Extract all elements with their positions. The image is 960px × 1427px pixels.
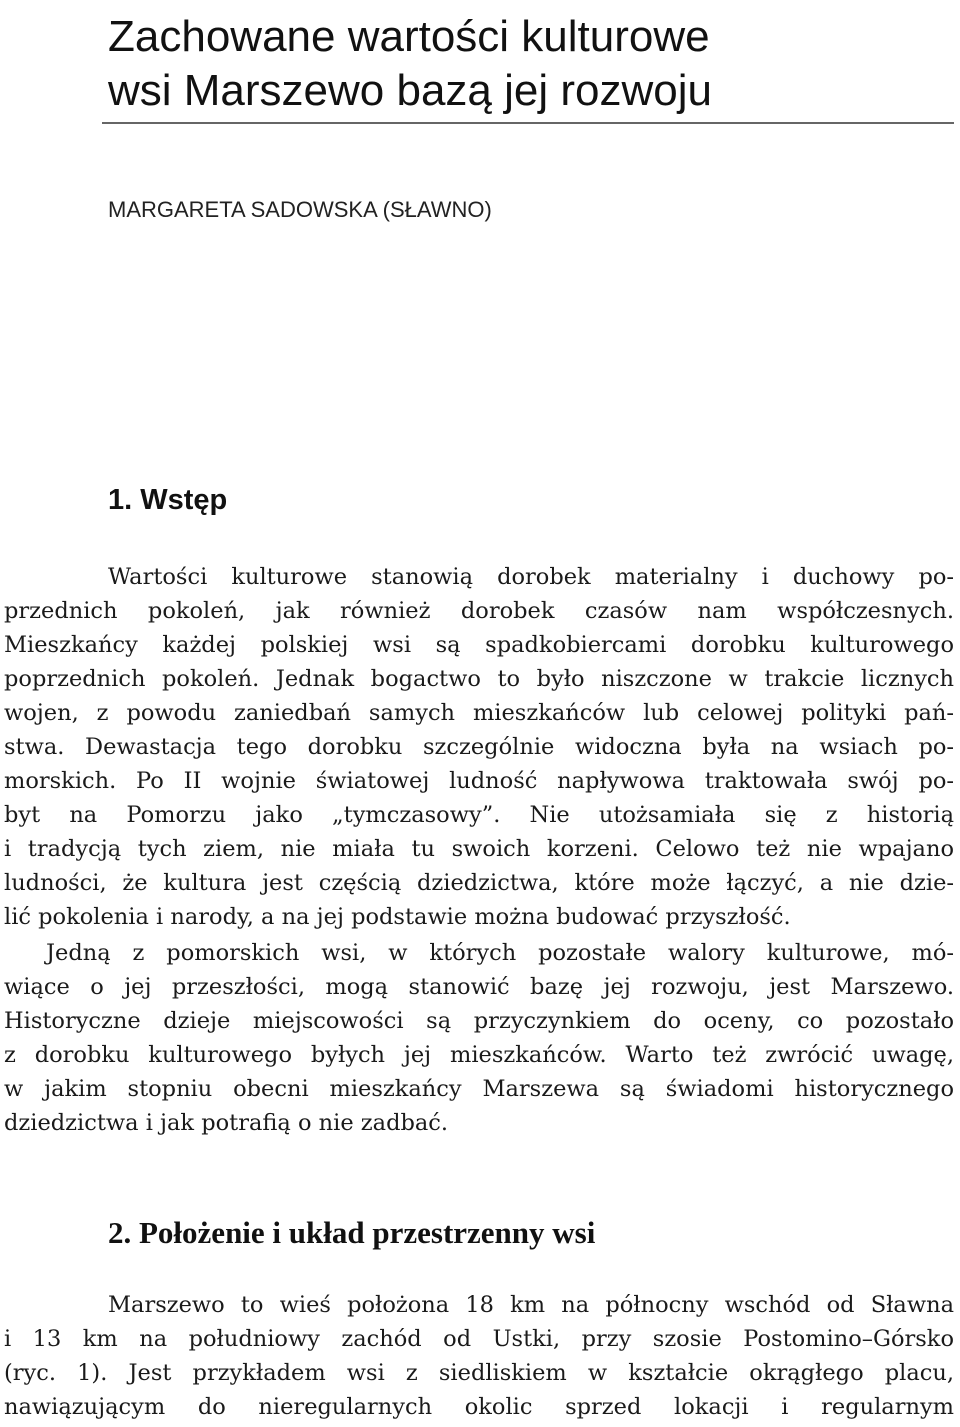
title-line-2: wsi Marszewo bazą jej rozwoju bbox=[108, 66, 712, 115]
body-line: i 13 km na południowy zachód od Ustki, przy szosie Postomino–Górsko bbox=[4, 1326, 954, 1352]
body-line: poprzednich pokoleń. Jednak bogactwo to było niszczone w trakcie licznych bbox=[4, 666, 954, 692]
body-line: lić pokolenia i narody, a na jej podstawie można budować przyszłość. bbox=[4, 904, 791, 930]
title-divider bbox=[102, 122, 954, 124]
author-byline: MARGARETA SADOWSKA (SŁAWNO) bbox=[108, 197, 492, 222]
body-line: przednich pokoleń, jak również dorobek czasów nam współczesnych. bbox=[4, 598, 954, 624]
body-line: z dorobku kulturowego byłych jej mieszkańców. Warto też zwrócić uwagę, bbox=[4, 1042, 954, 1068]
section-heading-2: 2. Położenie i układ przestrzenny wsi bbox=[108, 1215, 596, 1250]
body-line: Wartości kulturowe stanowią dorobek materialny i duchowy po- bbox=[108, 564, 954, 590]
body-line: byt na Pomorzu jako „tymczasowy”. Nie utożsamiała się z historią bbox=[4, 802, 954, 828]
body-line: dziedzictwa i jak potrafią o nie zadbać. bbox=[4, 1110, 449, 1136]
body-line: i tradycją tych ziem, nie miała tu swoich korzeni. Celowo też nie wpajano bbox=[4, 836, 954, 862]
body-line: morskich. Po II wojnie światowej ludność napływowa traktowała swój po- bbox=[4, 768, 954, 794]
paper-title bbox=[108, 10, 948, 118]
body-line: Marszewo to wieś położona 18 km na północny wschód od Sławna bbox=[108, 1292, 954, 1318]
section-heading-1: 1. Wstęp bbox=[108, 484, 228, 516]
body-line: Jedną z pomorskich wsi, w których pozostałe walory kulturowe, mó- bbox=[46, 940, 954, 966]
title-line-1: Zachowane wartości kulturowe bbox=[108, 12, 710, 61]
body-line: w jakim stopniu obecni mieszkańcy Marszewa są świadomi historycznego bbox=[4, 1076, 954, 1102]
body-line: (ryc. 1). Jest przykładem wsi z siedliskiem w kształcie okrągłego placu, bbox=[4, 1360, 954, 1386]
body-line: Historyczne dzieje miejscowości są przyczynkiem do oceny, co pozostało bbox=[4, 1008, 954, 1034]
body-line: nawiązującym do nieregularnych okolic sprzed lokacji i regularnym bbox=[4, 1394, 954, 1420]
body-line: wojen, z powodu zaniedbań samych mieszkańców lub celowej polityki pań- bbox=[4, 700, 954, 726]
body-line: stwa. Dewastacja tego dorobku szczególnie widoczna była na wsiach po- bbox=[4, 734, 954, 760]
body-line: ludności, że kultura jest częścią dziedzictwa, które może łączyć, a nie dzie- bbox=[4, 870, 954, 896]
body-line: Mieszkańcy każdej polskiej wsi są spadkobiercami dorobku kulturowego bbox=[4, 632, 954, 658]
body-line: wiące o jej przeszłości, mogą stanowić bazę jej rozwoju, jest Marszewo. bbox=[4, 974, 954, 1000]
